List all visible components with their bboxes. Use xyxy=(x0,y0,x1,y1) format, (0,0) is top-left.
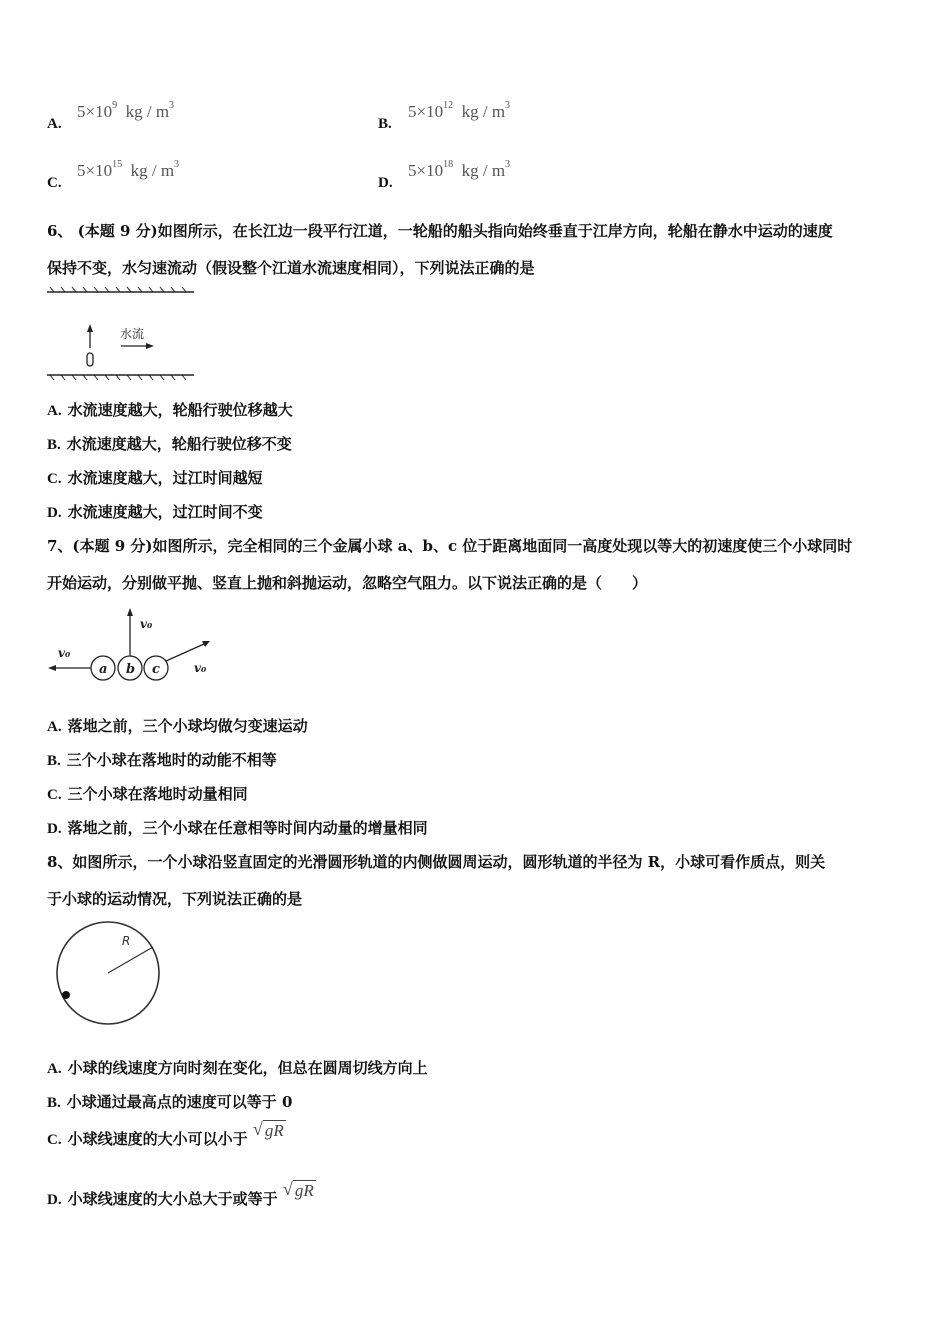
boat-velocity-arrow xyxy=(87,324,93,348)
q6-river-figure xyxy=(44,286,199,386)
q6-option-a[interactable]: A. 水流速度越大，轮船行驶位移越大 xyxy=(47,401,293,419)
q8-stem-line2: 于小球的运动情况，下列说法正确的是 xyxy=(47,890,303,908)
v0-oblique-label: v₀ xyxy=(194,661,207,675)
sqrt-gR-math: √ gR xyxy=(252,1119,284,1140)
velocity-left-arrow xyxy=(48,665,91,671)
option-formula: $5\times 10^{12}$ kg / $m^3$ xyxy=(408,100,511,121)
sqrt-gR-math: √ gR xyxy=(282,1179,314,1200)
small-ball xyxy=(62,991,70,999)
q7-balls-figure xyxy=(44,604,219,689)
v0-up-label: v₀ xyxy=(140,617,153,631)
option-formula: $5\times 10^{18}$ kg / $m^3$ xyxy=(408,159,511,180)
q7-option-b[interactable]: B. 三个小球在落地时的动能不相等 xyxy=(47,751,277,769)
q8-option-c[interactable]: C. 小球线速度的大小可以小于 √ gR xyxy=(47,1119,284,1148)
q7-stem-line1: 7、(本题 9 分)如图所示，完全相同的三个金属小球 a、b、c 位于距离地面同一高度处现以等大的初速度使三个小球同时 xyxy=(47,537,853,555)
svg-text:a: a xyxy=(99,662,108,677)
q8-option-d[interactable]: D. 小球线速度的大小总大于或等于 √ gR xyxy=(47,1179,314,1208)
q8-option-a[interactable]: A. 小球的线速度方向时刻在变化，但总在圆周切线方向上 xyxy=(47,1059,428,1077)
q6-option-d[interactable]: D. 水流速度越大，过江时间不变 xyxy=(47,503,263,521)
water-flow-arrow xyxy=(121,343,154,349)
q7-stem-line2: 开始运动，分别做平抛、竖直上抛和斜抛运动，忽略空气阻力。以下说法正确的是（ ） xyxy=(47,574,648,592)
ball-b xyxy=(118,656,142,680)
q8-option-b[interactable]: B. 小球通过最高点的速度可以等于 0 xyxy=(47,1093,293,1111)
q6-option-b[interactable]: B. 水流速度越大，轮船行驶位移不变 xyxy=(47,435,292,453)
velocity-oblique-arrow xyxy=(166,641,210,661)
q8-stem-line1: 8、如图所示，一个小球沿竖直固定的光滑圆形轨道的内侧做圆周运动，圆形轨道的半径为 R，小球可看作质点，则关 xyxy=(47,853,826,871)
boat-icon xyxy=(87,353,93,366)
option-formula: $5\times 10^9$ kg / $m^3$ xyxy=(77,100,175,121)
option-label: D. xyxy=(378,175,393,191)
option-label: B. xyxy=(378,116,392,132)
radius-line xyxy=(108,947,153,973)
svg-text:b: b xyxy=(126,662,136,677)
option-label: A. xyxy=(47,116,62,132)
ball-a xyxy=(91,656,115,680)
q8-circle-figure xyxy=(50,918,166,1030)
q7-option-d[interactable]: D. 落地之前，三个小球在任意相等时间内动量的增量相同 xyxy=(47,819,428,837)
q6-option-c[interactable]: C. 水流速度越大，过江时间越短 xyxy=(47,469,263,487)
option-formula: $5\times 10^{15}$ kg / $m^3$ xyxy=(77,159,180,180)
q6-stem-line1: 6、 (本题 9 分)如图所示，在长江边一段平行江道，一轮船的船头指向始终垂直于江岸方向，轮船在静水中运动的速度 xyxy=(47,222,833,240)
velocity-up-arrow xyxy=(127,608,133,656)
q7-option-a[interactable]: A. 落地之前，三个小球均做匀变速运动 xyxy=(47,717,308,735)
ball-c xyxy=(144,656,168,680)
svg-text:c: c xyxy=(152,662,160,677)
v0-left-label: v₀ xyxy=(58,646,71,660)
water-flow-label: 水流 xyxy=(120,327,145,341)
q6-stem-line2: 保持不变，水匀速流动（假设整个江道水流速度相同），下列说法正确的是 xyxy=(47,259,535,277)
q7-option-c[interactable]: C. 三个小球在落地时动量相同 xyxy=(47,785,248,803)
radius-label: R xyxy=(122,934,131,948)
option-label: C. xyxy=(47,175,62,191)
